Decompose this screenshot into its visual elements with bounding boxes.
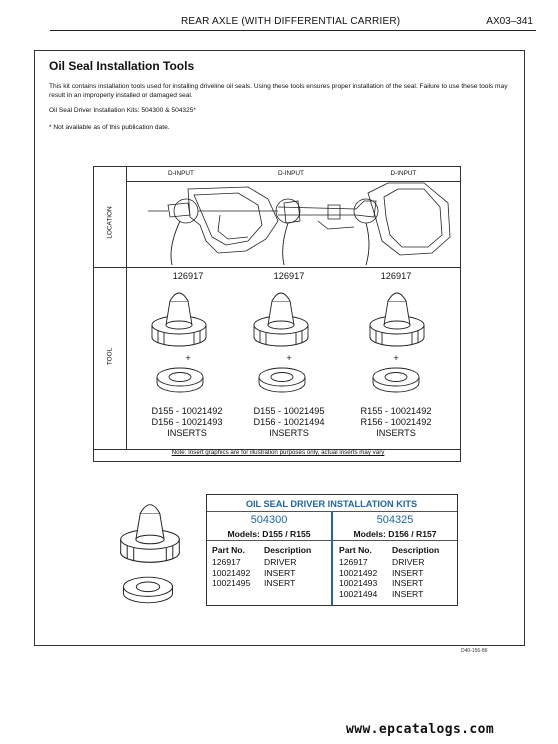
kit2-part-number: 10021493 <box>339 578 378 588</box>
kit2-desc-header: Description <box>392 545 440 555</box>
kit1-part-number: 10021495 <box>212 578 251 588</box>
insert-label: D156 - 10021494 <box>253 417 325 427</box>
column-header-3: D-INPUT <box>390 170 417 177</box>
insert-label: INSERTS <box>269 428 309 438</box>
driver-tool-icon <box>144 285 214 355</box>
kit-number-2: 504325 <box>376 514 414 526</box>
kit-table <box>206 494 458 606</box>
insert-labels-col-2 <box>234 406 344 439</box>
kit2-part-description: INSERT <box>392 567 424 578</box>
kit2-part-list <box>339 557 377 599</box>
footnote: * Not available as of this publication date. <box>49 124 170 131</box>
kit1-part-description: INSERT <box>264 567 296 578</box>
axle-location-drawing <box>128 181 460 267</box>
kit1-part-number: 126917 <box>212 557 241 567</box>
insert-ring-icon <box>256 365 308 395</box>
part-number-2: 126917 <box>273 271 305 281</box>
insert-label: INSERTS <box>376 428 416 438</box>
plus-sign: + <box>393 353 399 363</box>
driver-tool-icon <box>362 285 432 355</box>
plus-sign: + <box>286 353 292 363</box>
part-number-3: 126917 <box>380 271 412 281</box>
illustration-note-text: Note: Insert graphics are for illustration purposes only, actual inserts may vary <box>171 449 385 456</box>
tool-table-label-divider <box>126 167 127 449</box>
insert-ring-large-icon <box>120 574 176 606</box>
kit1-part-list <box>212 557 250 589</box>
column-header-2: D-INPUT <box>278 170 304 177</box>
driver-tool-icon <box>246 285 316 355</box>
kit-table-title: OIL SEAL DRIVER INSTALLATION KITS <box>245 499 418 509</box>
kit1-desc-header: Description <box>264 545 312 555</box>
section-title: Oil Seal Installation Tools <box>49 59 195 73</box>
kit-number-1: 504300 <box>250 514 288 526</box>
insert-label: D155 - 10021492 <box>151 406 223 416</box>
kit2-part-number: 126917 <box>339 557 368 567</box>
watermark: www.epcatalogs.com <box>346 722 495 737</box>
kit2-part-description: INSERT <box>392 588 424 599</box>
kit1-part-description: INSERT <box>264 578 296 588</box>
illustration-note <box>94 449 462 456</box>
header-title: REAR AXLE (WITH DIFFERENTIAL CARRIER) <box>181 16 401 27</box>
kit1-part-number: 10021492 <box>212 567 251 578</box>
kit1-part-header: Part No. <box>212 545 245 555</box>
kit1-desc-list <box>264 557 296 589</box>
insert-label: R156 - 10021492 <box>360 417 432 427</box>
insert-labels-col-1 <box>132 406 242 439</box>
intro-paragraph: This kit contains installation tools used for installing driveline oil seals. Using these tools ensures proper installation of the seal. Failure to use these tools may result in an improperly installed or damaged seal. <box>49 83 508 99</box>
part-number-1: 126917 <box>172 271 204 281</box>
tool-table <box>93 166 461 462</box>
insert-label: D155 - 10021495 <box>253 406 325 416</box>
row-label-tool: TOOL <box>106 347 114 366</box>
tool-table-row-divider <box>94 267 461 268</box>
kit-models-1: Models: D155 / R155 <box>207 529 331 541</box>
insert-label: D156 - 10021493 <box>151 417 223 427</box>
kit2-part-number: 10021492 <box>339 567 378 578</box>
insert-ring-icon <box>154 365 206 395</box>
column-header-1: D-INPUT <box>168 170 194 177</box>
header-rule <box>50 30 536 31</box>
figure-code: D40-156-86 <box>461 648 488 654</box>
plus-sign: + <box>185 353 191 363</box>
kits-line: Oil Seal Driver Installation Kits: 504300 & 504325* <box>49 107 196 114</box>
kit2-part-number: 10021494 <box>339 588 378 599</box>
insert-label: INSERTS <box>167 428 207 438</box>
kit2-part-header: Part No. <box>339 545 372 555</box>
kit2-part-description: INSERT <box>392 578 424 588</box>
kit2-desc-list <box>392 557 424 599</box>
header-page-code: AX03–341 <box>486 16 533 27</box>
kit1-part-description: DRIVER <box>264 557 297 567</box>
kit-models-2: Models: D156 / R157 <box>333 529 457 541</box>
driver-tool-large-icon <box>112 494 188 574</box>
insert-label: R155 - 10021492 <box>360 406 432 416</box>
kit2-part-description: DRIVER <box>392 557 425 567</box>
insert-ring-icon <box>370 365 422 395</box>
insert-labels-col-3 <box>341 406 451 439</box>
row-label-location: LOCATION <box>106 206 114 239</box>
